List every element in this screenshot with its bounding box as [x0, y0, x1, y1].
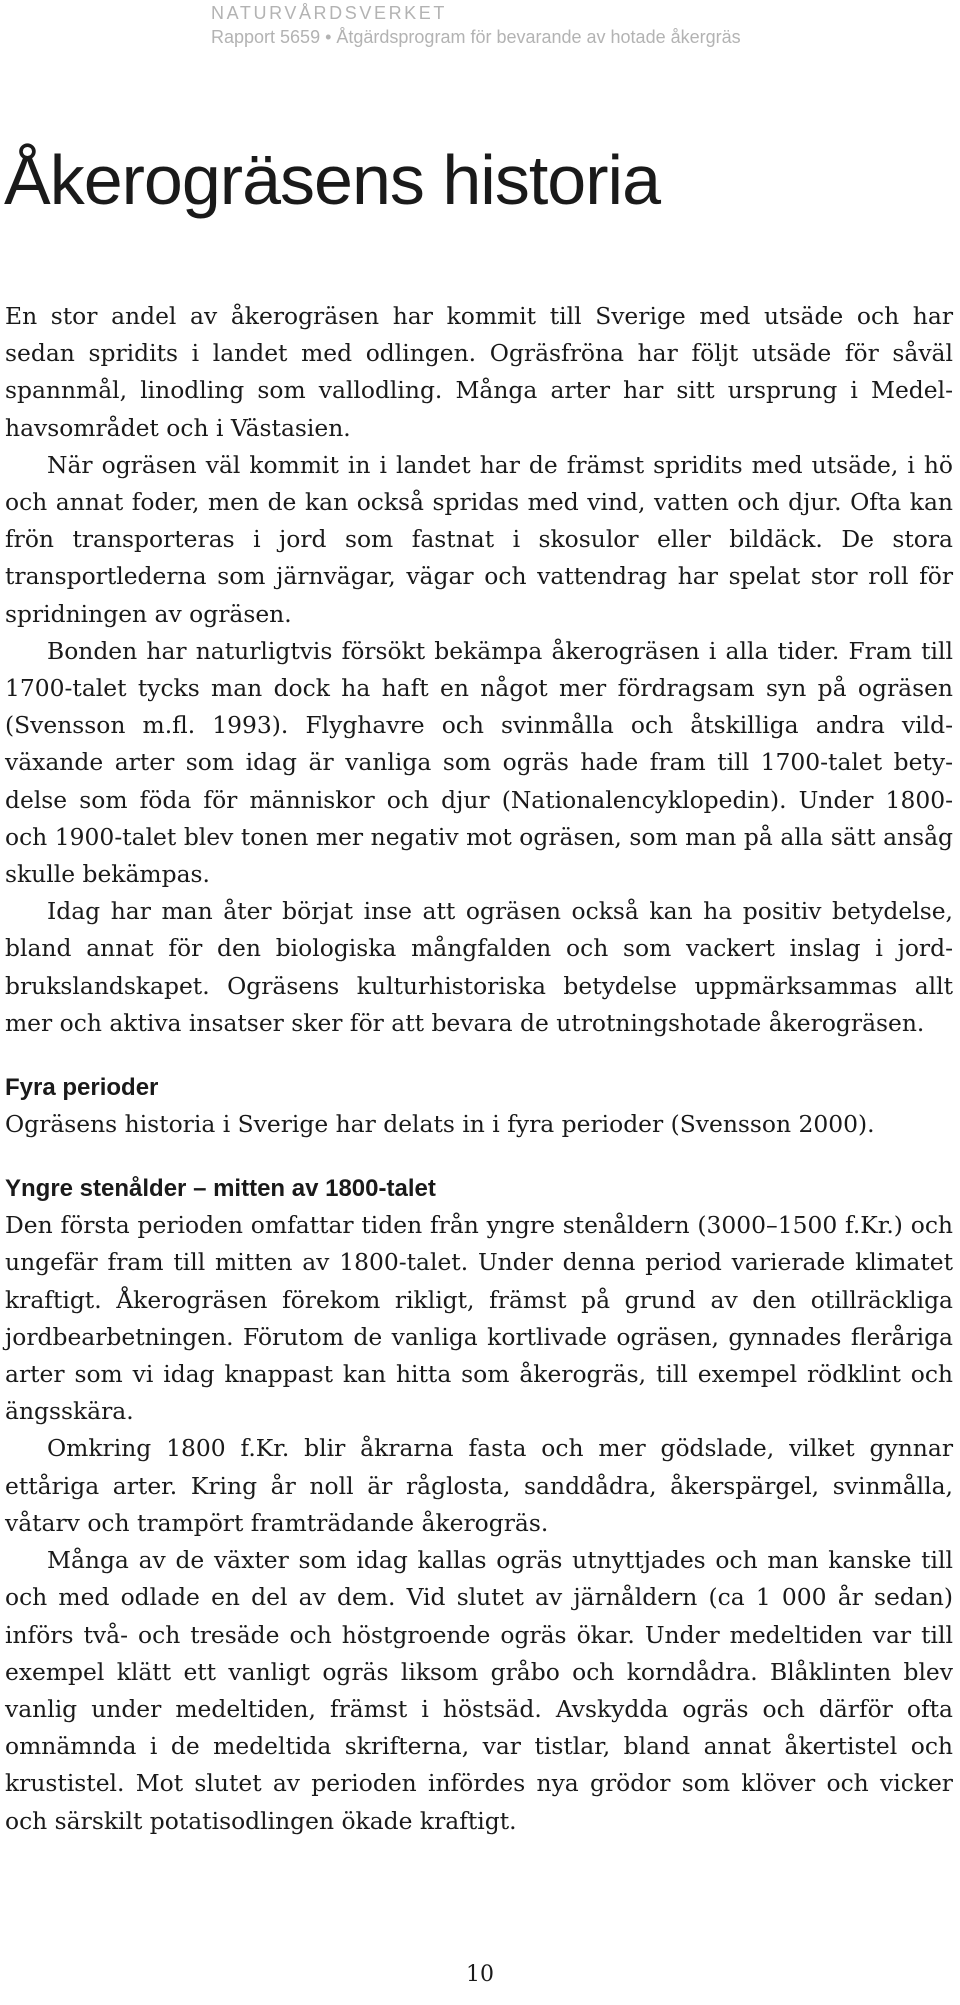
- body-text: [5, 298, 953, 1840]
- paragraph-today: Idag har man åter börjat inse att ogräsen också kan ha positiv betydelse, bland annat för den biologiska mångfalden och som vackert inslag i jordbrukslandskapet. Ogräsens kulturhistoriska betydelse uppmärksammas allt mer och aktiva insatser sker för att bevara de utrotningshotade åkerogräsen.: [5, 897, 953, 1037]
- paragraph-medieval: Många av de växter som idag kallas ogräs utnyttjades och man kanske till och med odlade en del av dem. Vid slutet av järnåldern (ca 1 000 år sedan) införs två- och tresäde och höstgroende ogräs ökar. Under medeltiden var till exempel klätt ett vanligt ogräs liksom gråbo och korndådra. Blåklinten blev vanlig under medeltiden, främst i höstsäd. Avskydda ogräs och därför ofta omnämnda i de medeltida skrifterna, var tistlar, bland annat åkertistel och krustistel. Mot slutet av perioden infördes nya grödor som klöver och vicker och särskilt potatisodlingen ökade kraftigt.: [5, 1546, 953, 1835]
- section-heading-yngre-stenalder: Yngre stenålder – mitten av 1800-talet: [5, 1175, 436, 1203]
- section-heading-fyra-perioder: Fyra perioder: [5, 1074, 159, 1102]
- page-number: 10: [466, 1962, 494, 1987]
- header-publisher: NATURVÅRDSVERKET: [211, 3, 447, 23]
- paragraph-intro: En stor andel av åkerogräsen har kommit till Sverige med utsäde och har sedan spridits i landet med odlingen. Ogräsfröna har följt utsäde för såväl spannmål, linodling som vallodling. Många arter har sitt ursprung i Medelhavsområdet och i Västasien.: [5, 302, 953, 442]
- paragraph-fyra-perioder: Ogräsens historia i Sverige har delats in i fyra perioder (Svensson 2000).: [5, 1110, 875, 1139]
- header-report-subtitle: Rapport 5659 • Åtgärdsprogram för bevarande av hotade åkergräs: [211, 27, 741, 47]
- page-title: Åkerogräsens historia: [4, 141, 660, 219]
- page-header: [211, 2, 741, 48]
- paragraph-spread: När ogräsen väl kommit in i landet har de främst spridits med utsäde, i hö och annat foder, men de kan också spridas med vind, vatten och djur. Ofta kan frön transporteras i jord som fastnat i skosulor eller bildäck. De stora transportlederna som järnvägar, vägar och vattendrag har spelat stor roll för spridningen av ogräsen.: [5, 450, 953, 628]
- paragraph-1800-fkr: Omkring 1800 f.Kr. blir åkrarna fasta och mer gödslade, vilket gynnar ettåriga arter. Kring år noll är råglosta, sanddådra, åkerspärgel, svinmålla, våtarv och trampört framträdande åkerogräs.: [5, 1434, 953, 1537]
- paragraph-control: Bonden har naturligtvis försökt bekämpa åkerogräsen i alla tider. Fram till 1700-talet tycks man dock ha haft en något mer fördragsam syn på ogräsen (Svensson m.fl. 1993). Flyghavre och svinmålla och åtskilliga andra vildväxande arter som idag är vanliga som ogräs hade fram till 1700-talet betydelse som föda för människor och djur (Nationalencyklopedin). Under 1800- och 1900-talet blev tonen mer negativ mot ogräsen, som man på alla sätt ansåg skulle bekämpas.: [5, 636, 953, 889]
- paragraph-first-period: Den första perioden omfattar tiden från yngre stenåldern (3000–1500 f.Kr.) och ungefär fram till mitten av 1800-talet. Under denna period varierade klimatet kraftigt. Åkerogräsen förekom rikligt, främst på grund av den otillräckliga jordbearbetningen. Förutom de vanliga kortlivade ogräsen, gynnades fleråriga arter som vi idag knappast kan hitta som åkerogräs, till exempel rödklint och ängsskära.: [5, 1211, 953, 1426]
